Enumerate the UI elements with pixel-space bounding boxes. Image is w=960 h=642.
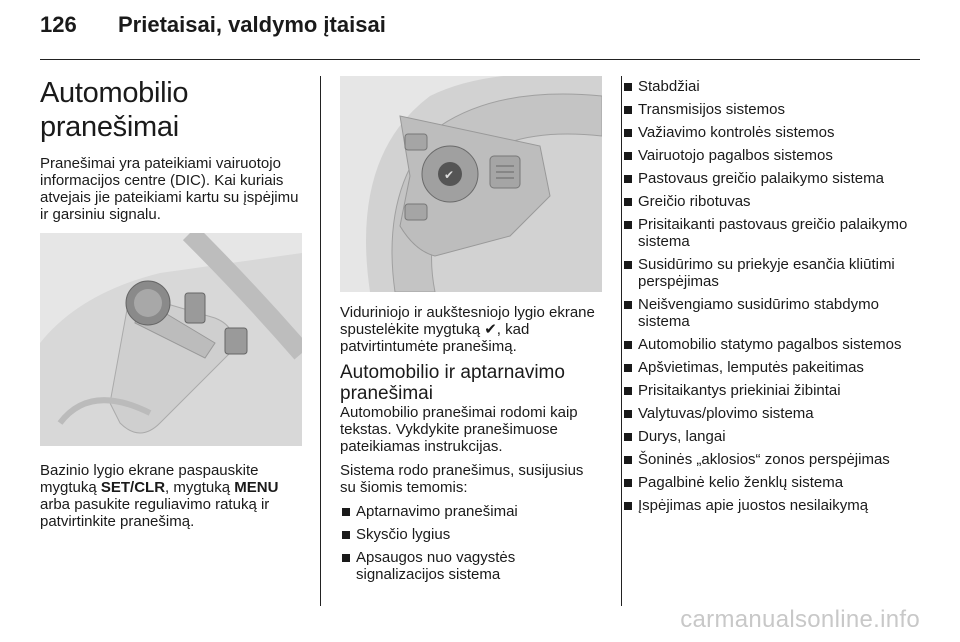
column-2 (340, 76, 602, 589)
list-item: Valytuvas/plovimo sistema (622, 405, 922, 422)
list-item: Greičio ribotuvas (622, 193, 922, 210)
column-1 (40, 76, 302, 537)
column-divider-1 (320, 76, 321, 606)
list-item: Prisitaikanti pastovaus greičio palaikymo sistema (622, 216, 922, 250)
list-item: Važiavimo kontrolės sistemos (622, 124, 922, 141)
list-item: Apšvietimas, lemputės pakeitimas (622, 359, 922, 376)
header-title: Prietaisai, valdymo įtaisai (118, 12, 386, 37)
intro-paragraph: Pranešimai yra pateikiami vairuotojo informacijos centre (DIC). Kai kuriais atvejais jie pateikiami kartu su įspėjimu ir garsiniu signalu. (40, 155, 299, 223)
confirm-paragraph: Viduriniojo ir aukštesniojo lygio ekrane spustelėkite mygtuką ✔, kad patvirtintumėte pranešimą. (340, 304, 595, 355)
list-item: Stabdžiai (622, 78, 922, 95)
list-item: Neišvengiamo susidūrimo stabdymo sistema (622, 296, 922, 330)
list-item: Vairuotojo pagalbos sistemos (622, 147, 922, 164)
set-clr-button-label: SET/CLR (100, 479, 166, 496)
page-header (40, 12, 386, 38)
svg-text:✔: ✔ (444, 168, 455, 182)
column-3 (622, 78, 922, 520)
topics-intro-paragraph: Sistema rodo pranešimus, susijusius su šiomis temomis: (340, 462, 584, 496)
list-item: Įspėjimas apie juostos nesilaikymą (622, 497, 922, 514)
menu-button-label: MENU (234, 479, 279, 496)
list-item: Transmisijos sistemos (622, 101, 922, 118)
steering-wheel-illustration (340, 76, 602, 292)
stalk-illustration (40, 233, 302, 446)
list-item: Automobilio statymo pagalbos sistemos (622, 336, 922, 353)
steering-wheel-drawing (340, 76, 602, 292)
list-item: Apsaugos nuo vagystės signalizacijos sistema (340, 549, 602, 583)
messages-paragraph: Automobilio pranešimai rodomi kaip tekstas. Vykdykite pranešimuose pateikiamas instrukcijas. (340, 404, 578, 455)
page-number: 126 (40, 12, 77, 37)
topics-list-part-1 (340, 503, 602, 583)
list-item: Aptarnavimo pranešimai (340, 503, 602, 520)
section-heading: Automobilio pranešimai (40, 77, 189, 143)
list-item: Durys, langai (622, 428, 922, 445)
list-item: Šoninės „aklosios“ zonos perspėjimas (622, 451, 922, 468)
list-item: Pagalbinė kelio ženklų sistema (622, 474, 922, 491)
watermark: carmanualsonline.info (680, 606, 920, 633)
topics-list-part-2 (622, 78, 922, 514)
list-item: Prisitaikantys priekiniai žibintai (622, 382, 922, 399)
instruction-paragraph: Bazinio lygio ekrane paspauskite mygtuką SET/CLR, mygtuką MENU arba pasukite reguliavimo ratuką ir patvirtinkite pranešimą. (40, 462, 279, 530)
turn-signal-stalk-drawing (40, 233, 302, 446)
list-item: Pastovaus greičio palaikymo sistema (622, 170, 922, 187)
list-item: Susidūrimo su priekyje esančia kliūtimi perspėjimas (622, 256, 922, 290)
list-item: Skysčio lygius (340, 526, 602, 543)
subsection-heading: Automobilio ir aptarnavimo pranešimai (340, 362, 565, 404)
header-rule (40, 59, 920, 60)
